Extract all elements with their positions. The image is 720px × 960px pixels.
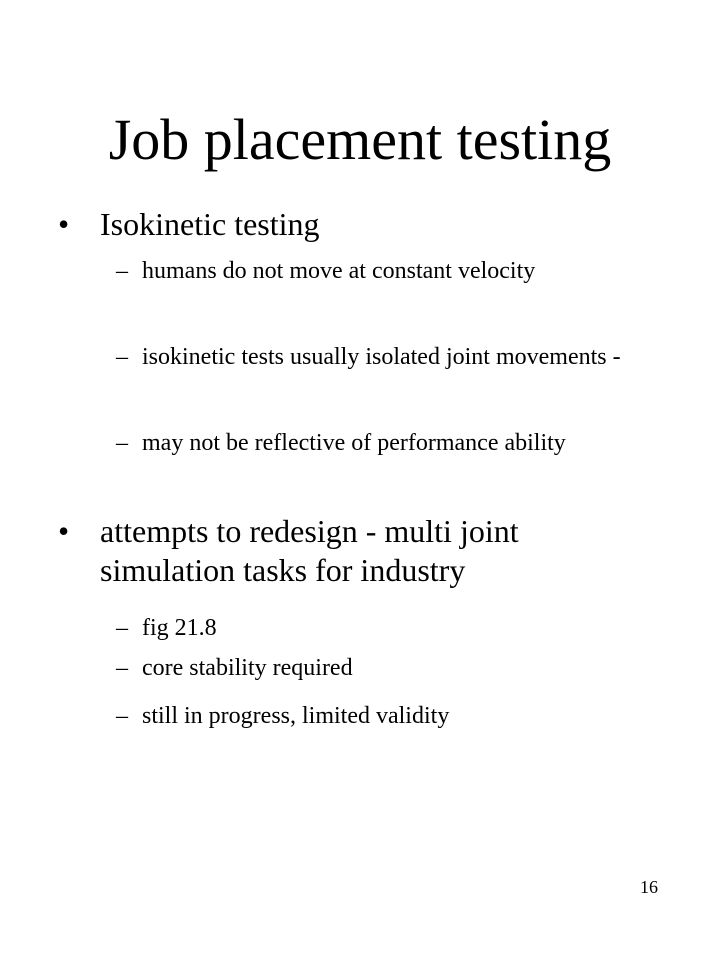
slide-title: Job placement testing — [108, 107, 612, 172]
subitem-marker: – — [116, 703, 128, 729]
bullet-marker: • — [58, 513, 70, 549]
subitem-isolated-joint — [116, 341, 636, 374]
subitem-marker: – — [116, 655, 128, 681]
subitem-marker: – — [116, 344, 128, 370]
subitem-performance-ability — [116, 427, 636, 460]
subitem-text: core stability required — [142, 655, 353, 681]
bullet-item-isokinetic — [58, 205, 658, 244]
bullet-text: attempts to redesign - multi joint simulation tasks for industry — [100, 513, 519, 588]
subitem-fig — [116, 612, 636, 645]
subitem-text: humans do not move at constant velocity — [142, 258, 536, 284]
bullet-item-redesign — [58, 512, 658, 590]
bullet-text: Isokinetic testing — [100, 206, 320, 242]
subitem-core-stability — [116, 652, 636, 685]
page-number: 16 — [640, 877, 658, 897]
bullet-marker: • — [58, 206, 70, 242]
subitem-limited-validity — [116, 700, 636, 733]
subitem-marker: – — [116, 430, 128, 456]
subitem-text: isokinetic tests usually isolated joint movements - — [142, 344, 621, 370]
subitem-constant-velocity — [116, 255, 636, 288]
subitem-text: fig 21.8 — [142, 615, 217, 641]
subitem-text: may not be reflective of performance ability — [142, 430, 566, 456]
subitem-marker: – — [116, 615, 128, 641]
subitem-marker: – — [116, 258, 128, 284]
subitem-text: still in progress, limited validity — [142, 703, 450, 729]
